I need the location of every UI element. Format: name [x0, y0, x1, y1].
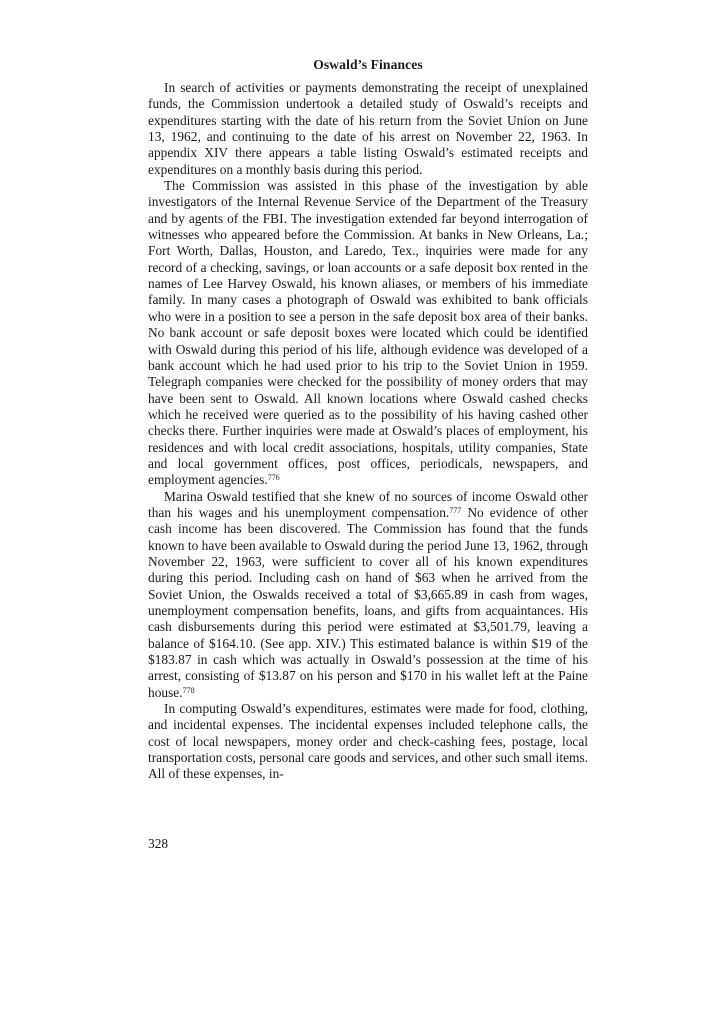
paragraph-4-text: In computing Oswald’s expenditures, estimates were made for food, clothing, and incidental expenses. The incidental expenses included telephone calls, the cost of local newspapers, money order and check-cashing fees, postage, local transportation costs, personal care goods and services, and other such small items. All of these expenses, in-	[148, 701, 588, 782]
document-page	[148, 56, 588, 783]
paragraph-4	[148, 701, 588, 783]
footnote-ref-778: 778	[182, 685, 195, 695]
section-heading: Oswald’s Finances	[313, 57, 423, 72]
page-number: 328	[148, 836, 169, 851]
paragraph-3-text: Marina Oswald testified that she knew of no sources of income Oswald other than his wages and his unemployment compensation.	[148, 488, 588, 520]
paragraph-3	[148, 489, 588, 701]
paragraph-1-text: In search of activities or payments demonstrating the receipt of unexplained funds, the Commission undertook a detailed study of Oswald’s receipts and expenditures starting with the date of his return from the Soviet Union on June 13, 1962, and continuing to the date of his arrest on November 22, 1963. In appendix XIV there appears a table listing Oswald’s estimated receipts and expenditures on a monthly basis during this period.	[148, 80, 588, 177]
paragraph-1	[148, 80, 588, 178]
footnote-ref-776: 776	[267, 473, 280, 483]
paragraph-3-text-continued: No evidence of other cash income has been discovered. The Commission has found that the funds known to have been available to Oswald during the period June 13, 1962, through November 22, 1963, were sufficient to cover all of his known expenditures during this period. Including cash on hand of $63 when he arrived from the Soviet Union, the Oswalds received a total of $3,665.89 in cash from wages, unemployment compensation benefits, loans, and gifts from acquaintances. His cash disbursements during this period were estimated at $3,501.79, leaving a balance of $164.10. (See app. XIV.) This estimated balance is within $19 of the $183.87 in cash which was actually in Oswald’s possession at the time of his arrest, consisting of $13.87 on his person and $170 in his wallet left at the Paine house.	[148, 504, 588, 700]
footnote-ref-777: 777	[449, 505, 462, 515]
paragraph-2	[148, 178, 588, 489]
paragraph-2-text: The Commission was assisted in this phase of the investigation by able investigators of the Internal Revenue Service of the Department of the Treasury and by agents of the FBI. The investigation extended far beyond interrogation of witnesses who appeared before the Commission. At banks in New Orleans, La.; Fort Worth, Dallas, Houston, and Laredo, Tex., inquiries were made for any record of a checking, savings, or loan accounts or a safe deposit box rented in the names of Lee Harvey Oswald, his known aliases, or members of his immediate family. In many cases a photograph of Oswald was exhibited to bank officials who were in a position to see a person in the safe deposit box area of their banks. No bank account or safe deposit boxes were located which could be identified with Oswald during this period of his life, although evidence was developed of a bank account which he had used prior to his trip to the Soviet Union in 1959. Telegraph companies were checked for the possibility of money orders that may have been sent to Oswald. All known locations where Oswald cashed checks which he received were queried as to the possibility of his having cashed other checks there. Further inquiries were made at Oswald’s places of employment, his residences and with local credit associations, hospitals, utility companies, State and local government offices, post offices, periodicals, newspapers, and employment agencies.	[148, 178, 588, 488]
